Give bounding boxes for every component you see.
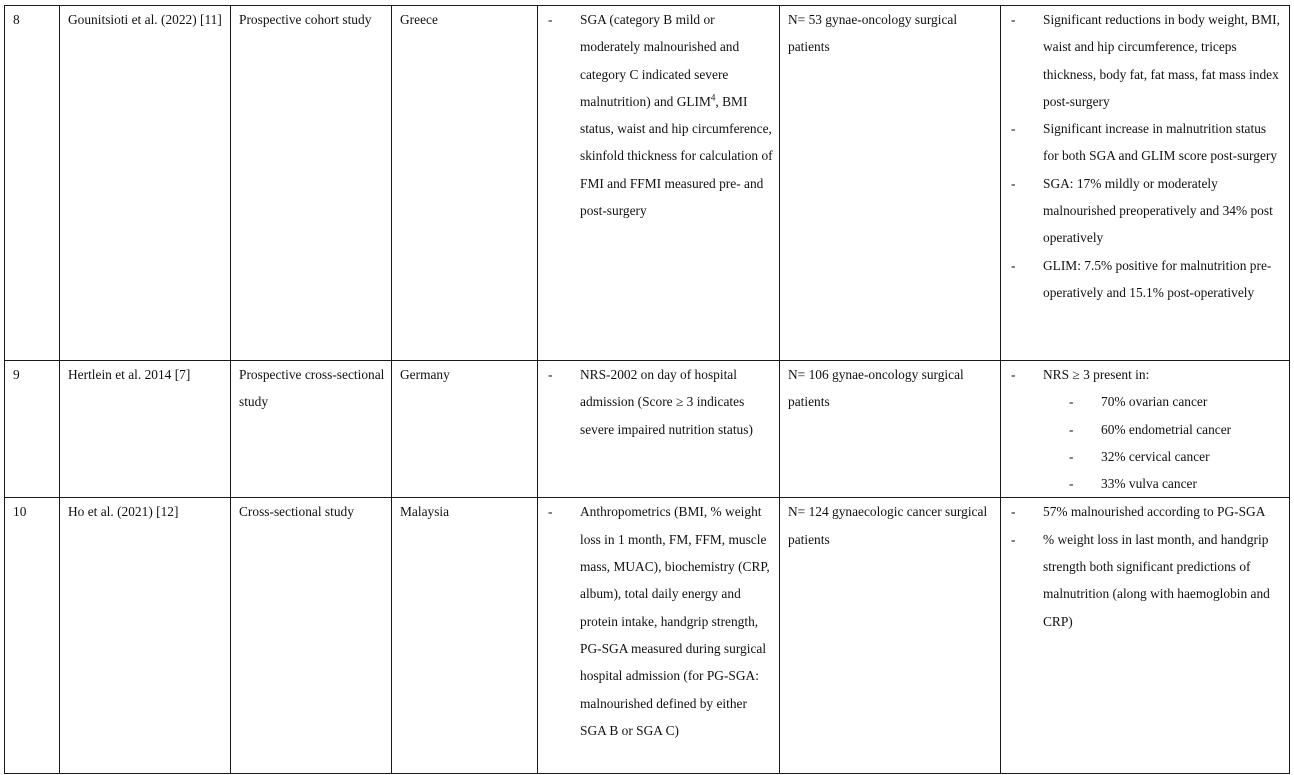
assessment-cell [538,498,780,774]
table-row [5,361,1290,498]
findings-cell [1001,6,1290,361]
design-cell: Prospective cross-sectional study [231,361,392,498]
list-item: - Anthropometrics (BMI, % weight loss in 1 month, FM, FFM, muscle mass, MUAC), biochemistry (CRP, album), total daily energy and protein intake, handgrip strength, PG-SGA measured during surgical hospital admission (for PG-SGA: malnourished defined by either SGA B or SGA C) [546,498,775,744]
design-cell: Prospective cohort study [231,6,392,361]
list-item: - NRS ≥ 3 present in: - 70% ovarian cancer - 60% endometrial cancer - 32% cervical cancer - 33% vulva cancer [1009,361,1285,497]
findings-cell [1001,361,1290,498]
study-cell: Gounitsioti et al. (2022) [11] [60,6,231,361]
superscript-ref: 4 [710,92,716,103]
row-number-cell: 10 [5,498,60,774]
sample-cell: N= 124 gynaecologic cancer surgical patients [780,498,1001,774]
sample-cell: N= 53 gynae-oncology surgical patients [780,6,1001,361]
list-item: - SGA (category B mild or moderately malnourished and category C indicated severe malnutrition) and GLIM$^4$, BMI status, waist and hip circumference, skinfold thickness for calculation of FMI and FFMI measured pre- and post-surgery [546,6,775,224]
design-cell: Cross-sectional study [231,498,392,774]
country-cell: Greece [392,6,538,361]
country-cell: Germany [392,361,538,498]
list-item: - Significant reductions in body weight, BMI, waist and hip circumference, triceps thickness, body fat, fat mass, fat mass index post-surgery [1009,6,1285,115]
sub-list-item: - 70% ovarian cancer [1043,388,1285,415]
findings-cell [1001,498,1290,774]
list-item: - Significant increase in malnutrition status for both SGA and GLIM score post-surgery [1009,115,1285,170]
study-cell: Hertlein et al. 2014 [7] [60,361,231,498]
row-number-cell: 8 [5,6,60,361]
list-item: - % weight loss in last month, and handgrip strength both significant predictions of malnutrition (along with haemoglobin and CRP) [1009,526,1285,635]
sub-list-item: - 32% cervical cancer [1043,443,1285,470]
sub-list-item: - 60% endometrial cancer [1043,416,1285,443]
assessment-cell [538,361,780,498]
list-item: - NRS-2002 on day of hospital admission (Score ≥ 3 indicates severe impaired nutrition status) [546,361,775,443]
table-row [5,6,1290,361]
studies-table [4,5,1290,774]
list-item: - 57% malnourished according to PG-SGA [1009,498,1285,525]
table-row [5,498,1290,774]
list-item: - SGA: 17% mildly or moderately malnourished preoperatively and 34% post operatively [1009,170,1285,252]
sub-list-item: - 33% vulva cancer [1043,470,1285,497]
row-number-cell: 9 [5,361,60,498]
assessment-cell [538,6,780,361]
sample-cell: N= 106 gynae-oncology surgical patients [780,361,1001,498]
list-item: - GLIM: 7.5% positive for malnutrition pre-operatively and 15.1% post-operatively [1009,252,1285,307]
study-cell: Ho et al. (2021) [12] [60,498,231,774]
country-cell: Malaysia [392,498,538,774]
